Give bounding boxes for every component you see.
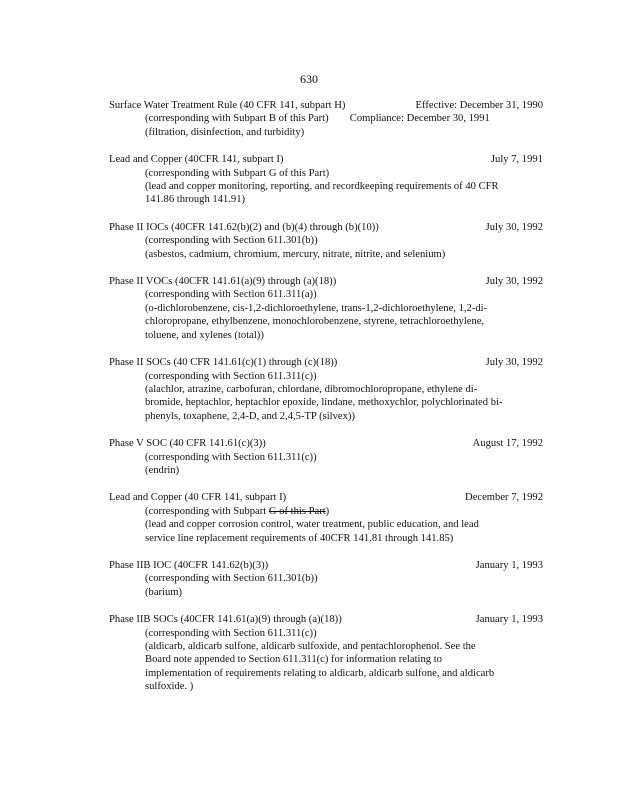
rule-detail-line — [109, 451, 543, 464]
detail-text: (filtration, disinfection, and turbidity) — [145, 126, 305, 138]
detail-text: toluene, and xylenes (total)) — [145, 329, 264, 341]
rule-detail-line — [109, 667, 543, 680]
rule-title: Phase IIB SOCs (40CFR 141.61(a)(9) through (a)(18)) — [109, 614, 342, 626]
detail-text: (corresponding with Section 611.301(b)) — [145, 235, 318, 247]
rule-entry — [109, 491, 543, 545]
rule-detail-line — [109, 315, 543, 328]
rule-entry — [109, 437, 543, 477]
detail-text-tail: ) — [325, 505, 330, 517]
effective-date: July 30, 1992 — [485, 276, 543, 288]
rule-heading — [109, 491, 543, 504]
detail-text: implementation of requirements relating to aldicarb, aldicarb sulfone, and aldicarb — [145, 667, 495, 679]
detail-text: (corresponding with Section 611.311(c)) — [145, 627, 317, 639]
detail-text: (corresponding with Subpart B of this Part) Compliance: December 30, 1991 — [145, 113, 490, 125]
detail-text: (aldicarb, aldicarb sulfone, aldicarb sulfoxide, and pentachlorophenol. See the — [145, 641, 476, 652]
effective-date: Effective: December 31, 1990 — [415, 100, 543, 111]
rule-detail-line — [109, 396, 543, 409]
rule-detail-line — [109, 627, 543, 640]
rule-detail-line — [109, 410, 543, 423]
rule-detail-line — [109, 518, 543, 531]
detail-text: Board note appended to Section 611.311(c) for information relating to — [145, 654, 442, 666]
detail-text: (corresponding with Section 611.311(a)) — [145, 289, 317, 301]
rule-heading — [109, 613, 543, 626]
detail-text: (corresponding with Section 611.301(b)) — [145, 573, 318, 585]
rule-detail-line — [109, 640, 543, 653]
rule-detail-line — [109, 234, 543, 247]
rule-detail-line — [109, 302, 543, 315]
rule-detail-line — [109, 126, 543, 139]
detail-text: sulfoxide. ) — [145, 681, 194, 693]
detail-text: (o-dichlorobenzene, cis-1,2-dichloroethylene, trans-1,2-dichloroethylene, 1,2-di- — [145, 302, 488, 314]
rule-title: Phase IIB IOC (40CFR 141.62(b)(3)) — [109, 559, 269, 571]
rule-detail-line — [109, 586, 543, 599]
detail-text: service line replacement requirements of 40CFR 141.81 through 141.85) — [145, 532, 454, 544]
rule-entry — [109, 221, 543, 261]
rule-entry — [109, 559, 543, 599]
detail-text: (lead and copper monitoring, reporting, and recordkeeping requirements of 40 CFR — [145, 181, 499, 193]
rule-detail-line — [109, 180, 543, 193]
rule-title: Phase II VOCs (40CFR 141.61(a)(9) through (a)(18)) — [109, 276, 337, 288]
rule-detail-line — [109, 167, 543, 180]
rule-heading — [109, 356, 543, 369]
detail-text: phenyls, toxaphene, 2,4-D, and 2,4,5-TP (silvex)) — [145, 410, 355, 422]
detail-text: (endrin) — [145, 464, 180, 476]
rule-detail-line — [109, 288, 543, 301]
rule-entry — [109, 99, 543, 139]
rule-detail-line — [109, 329, 543, 342]
detail-text: 141.86 through 141.91) — [145, 194, 246, 206]
rule-heading — [109, 559, 543, 572]
detail-text: (corresponding with Section 611.311(c)) — [145, 451, 317, 463]
rule-title: Lead and Copper (40 CFR 141, subpart I) — [109, 492, 287, 504]
detail-text: (alachlor, atrazine, carbofuran, chlordane, dibromochloropropane, ethylene di- — [145, 383, 478, 395]
detail-text: (asbestos, cadmium, chromium, mercury, nitrate, nitrite, and selenium) — [145, 248, 446, 260]
effective-date: July 30, 1992 — [485, 357, 543, 369]
detail-text: (barium) — [145, 586, 183, 598]
effective-date: August 17, 1992 — [472, 438, 543, 450]
rule-entry — [109, 153, 543, 207]
rule-detail-line — [109, 383, 543, 396]
rule-title: Phase V SOC (40 CFR 141.61(c)(3)) — [109, 438, 266, 450]
rule-heading — [109, 221, 543, 234]
page-number: 630 — [300, 72, 318, 86]
rule-entry — [109, 356, 543, 423]
rule-detail-line — [109, 464, 543, 477]
rule-detail-line — [109, 572, 543, 585]
rule-title: Phase II IOCs (40CFR 141.62(b)(2) and (b)(4) through (b)(10)) — [109, 221, 379, 233]
effective-date: December 7, 1992 — [465, 492, 543, 504]
struck-text: G of this Part — [268, 505, 326, 517]
detail-text: (corresponding with Subpart G of this Part) — [145, 167, 330, 179]
rule-detail-line — [109, 680, 543, 693]
rule-heading — [109, 275, 543, 288]
effective-date: January 1, 1993 — [475, 614, 543, 626]
rule-list — [109, 99, 543, 708]
rule-heading — [109, 99, 543, 112]
rule-heading — [109, 437, 543, 450]
detail-text: (corresponding with Subpart — [145, 505, 269, 517]
rule-detail-line — [109, 370, 543, 383]
rule-detail-line — [109, 505, 543, 518]
rule-entry — [109, 613, 543, 693]
effective-date: January 1, 1993 — [475, 559, 543, 571]
rule-detail-line — [109, 193, 543, 206]
rule-detail-line — [109, 532, 543, 545]
detail-text: (lead and copper corrosion control, water treatment, public education, and lead — [145, 519, 479, 531]
detail-text: bromide, heptachlor, heptachlor epoxide, lindane, methoxychlor, polychlorinated bi- — [145, 397, 503, 409]
rule-entry — [109, 275, 543, 342]
rule-detail-line — [109, 112, 543, 125]
rule-detail-line — [109, 248, 543, 261]
rule-heading — [109, 153, 543, 166]
rule-title: Surface Water Treatment Rule (40 CFR 141, subpart H) — [109, 100, 346, 111]
detail-text: (corresponding with Section 611.311(c)) — [145, 370, 317, 382]
rule-title: Phase II SOCs (40 CFR 141.61(c)(1) through (c)(18)) — [109, 357, 338, 369]
rule-title: Lead and Copper (40CFR 141, subpart I) — [109, 154, 284, 166]
effective-date: July 7, 1991 — [490, 154, 543, 166]
effective-date: July 30, 1992 — [485, 221, 543, 233]
rule-detail-line — [109, 653, 543, 666]
detail-text: chloropropane, ethylbenzene, monochlorobenzene, styrene, tetrachloroethylene, — [145, 316, 485, 328]
